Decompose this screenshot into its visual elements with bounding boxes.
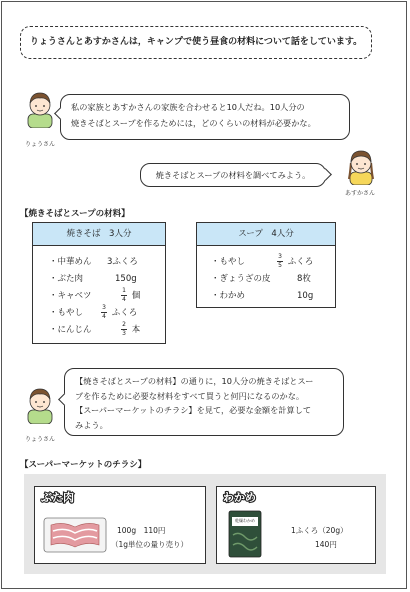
ryo-speech-bubble-1: [60, 94, 350, 140]
ingredient-name: ・中華めん: [49, 257, 92, 267]
asuka-speech-bubble: 焼きそばとスープの材料を調べてみよう。: [140, 163, 326, 187]
bubble-line: プを作るために必要な材料をすべて買うと何円になるのかな。: [75, 390, 305, 401]
pork-package-icon: [43, 515, 107, 555]
ingredient-name: ・キャベツ: [49, 291, 92, 301]
unit: ふくろ: [287, 257, 314, 267]
ingredient-name: ・にんじん: [49, 325, 92, 335]
ingredient-name: ・ぶた肉: [49, 274, 84, 284]
ingredient-qty: 3ふくろ: [107, 257, 138, 267]
fraction: [121, 288, 127, 303]
pork-card: [34, 486, 206, 564]
ingredient-qty: [119, 288, 140, 305]
bubble-line: 焼きそばとスープを作るためには，どのくらいの材料が必要かな。: [71, 118, 316, 128]
denominator: 3: [122, 330, 126, 337]
numerator: 3: [278, 253, 282, 260]
fraction: [101, 305, 107, 320]
bubble-line: 【焼きそばとスープの材料】の通りに，10人分の焼きそばとスー: [75, 376, 314, 386]
ingredient-qty: [99, 305, 137, 322]
asuka-avatar: [343, 145, 379, 185]
bubble-line: みよう。: [75, 419, 108, 430]
ingredient-qty: [119, 322, 140, 339]
supermarket-flyer: [24, 474, 386, 574]
yakisoba-header: 焼きそば 3人分: [33, 223, 165, 246]
ingredient-qty: [275, 254, 313, 271]
denominator: 4: [122, 296, 126, 303]
bubble-line: 私の家族とあすかさんの家族を合わせると10人だね。10人分の: [71, 102, 305, 112]
ryo-label-2: りょうさん: [24, 436, 55, 443]
yakisoba-table: [32, 222, 166, 344]
materials-title: 【焼きそばとスープの材料】: [20, 209, 130, 219]
bubble-line: 【スーパーマーケットのチラシ】を見て，必要な金額を計算して: [75, 405, 312, 415]
soup-table: [196, 222, 336, 308]
ingredient-name: ・わかめ: [211, 291, 246, 301]
unit: ふくろ: [111, 308, 138, 318]
soup-row: [211, 254, 335, 271]
yakisoba-row: [49, 322, 165, 339]
numerator: 1: [122, 287, 126, 294]
denominator: 5: [278, 262, 282, 269]
pork-note: （1g単位の量り売り）: [111, 540, 189, 549]
soup-row: [211, 271, 335, 288]
ryo-avatar-2: [22, 384, 58, 424]
fraction: [121, 322, 127, 337]
yakisoba-row: [49, 305, 165, 322]
ingredient-qty: 8枚: [297, 274, 311, 284]
wakame-card: [216, 486, 376, 564]
ingredient-name: ・ぎょうざの皮: [211, 274, 271, 284]
yakisoba-row: [49, 288, 165, 305]
ingredient-name: ・もやし: [49, 308, 84, 318]
ryo-label: りょうさん: [24, 141, 55, 148]
numerator: 3: [102, 304, 106, 311]
soup-header: スープ 4人分: [197, 223, 335, 246]
wakame-package-label: 乾燥わかめ: [235, 518, 255, 523]
yakisoba-row: [49, 254, 165, 271]
ingredient-qty: 150g: [115, 274, 137, 284]
pork-title: ぶた肉: [41, 491, 74, 504]
wakame-package-icon: [227, 509, 263, 559]
unit: 個: [131, 291, 141, 301]
fraction: [277, 254, 283, 269]
soup-row: [211, 288, 335, 305]
asuka-label: あすかさん: [344, 190, 375, 197]
ryo-speech-bubble-2: [64, 368, 344, 436]
wakame-price: 140円: [315, 540, 337, 549]
pork-price: 100g 110円: [117, 526, 166, 535]
unit: 本: [131, 325, 141, 335]
ingredient-qty: 10g: [297, 291, 314, 301]
wakame-amount: 1ふくろ（20g）: [291, 526, 348, 535]
ryo-avatar: [22, 88, 58, 128]
ingredient-name: ・もやし: [211, 257, 246, 267]
intro-box: りょうさんとあすかさんは，キャンプで使う昼食の材料について話をしています。: [20, 26, 372, 59]
denominator: 4: [102, 313, 106, 320]
numerator: 2: [122, 321, 126, 328]
yakisoba-row: [49, 271, 165, 288]
flyer-title: 【スーパーマーケットのチラシ】: [20, 460, 147, 470]
wakame-title: わかめ: [223, 491, 256, 504]
